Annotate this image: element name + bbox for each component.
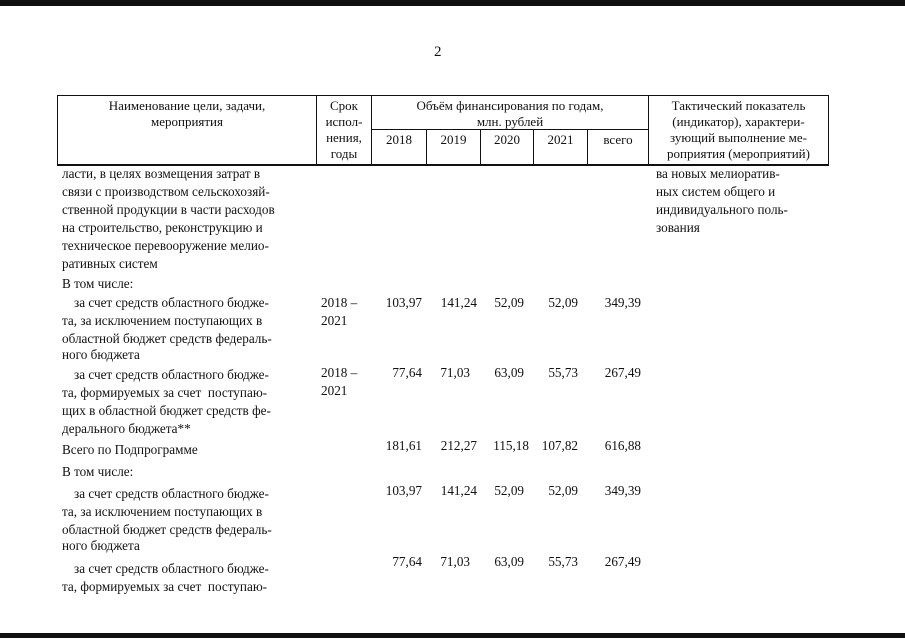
- value-2018: 103,97: [385, 483, 422, 498]
- value-2019: 71,03: [440, 365, 470, 380]
- row-label: В том числе:: [62, 464, 134, 479]
- value-2018: 181,61: [385, 438, 422, 453]
- indicator-line: индивидуального поль-: [656, 202, 788, 217]
- row-label: Всего по Подпрограмме: [62, 442, 198, 457]
- value-2021: 55,73: [548, 365, 578, 380]
- value-2019: 141,24: [440, 295, 477, 310]
- row-label: ного бюджета: [62, 538, 140, 553]
- header-indicator-line: зующий выполнение ме-: [670, 130, 807, 145]
- value-2021: 55,73: [548, 554, 578, 569]
- row-label: та, за исключением поступающих в: [62, 313, 263, 328]
- value-total: 267,49: [604, 554, 641, 569]
- value-2018: 77,64: [392, 365, 422, 380]
- value-total: 616,88: [604, 438, 641, 453]
- row-label: та, за исключением поступающих в: [62, 504, 263, 519]
- table-right-line: [828, 95, 829, 165]
- row-term: 2021: [321, 383, 348, 398]
- header-term: [317, 98, 371, 162]
- value-2020: 63,09: [494, 554, 524, 569]
- value-2019: 141,24: [440, 483, 477, 498]
- header-indicator-line: роприятия (мероприятий): [667, 146, 810, 161]
- header-indicator-line: Тактический показатель: [671, 98, 806, 113]
- intro-line: ственной продукции в части расходов: [62, 202, 275, 217]
- value-2021: 52,09: [548, 483, 578, 498]
- value-2021: 52,09: [548, 295, 578, 310]
- header-term-line: годы: [330, 146, 358, 161]
- header-year-2020: 2020: [494, 132, 520, 147]
- value-2018: 103,97: [385, 295, 422, 310]
- indicator-line: ва новых мелиоратив-: [656, 166, 780, 181]
- intro-line: на строительство, реконструкцию и: [62, 220, 263, 235]
- row-term: 2021: [321, 313, 348, 328]
- value-2019: 212,27: [440, 438, 477, 453]
- header-year-2019: 2019: [440, 132, 467, 147]
- intro-line: ласти, в целях возмещения затрат в: [62, 166, 261, 181]
- row-label: за счет средств областного бюдже-: [74, 486, 269, 501]
- value-total: 267,49: [604, 365, 641, 380]
- intro-line: ративных систем: [62, 256, 158, 271]
- row-label: ного бюджета: [62, 347, 140, 362]
- value-2020: 52,09: [494, 295, 524, 310]
- indicator-line: ных систем общего и: [656, 184, 776, 199]
- row-label: та, формируемых за счет поступаю-: [62, 385, 268, 400]
- header-name-line: мероприятия: [150, 114, 223, 129]
- bottom-border: [0, 633, 905, 638]
- indicator-line: зования: [656, 220, 700, 235]
- row-label: областной бюджет средств федераль-: [62, 331, 272, 346]
- value-2020: 63,09: [494, 365, 524, 380]
- value-2018: 77,64: [392, 554, 422, 569]
- header-term-line: испол-: [325, 114, 363, 129]
- header-name-line: Наименование цели, задачи,: [108, 98, 266, 113]
- intro-line: связи с производством сельскохозяй-: [62, 184, 270, 199]
- header-name: [60, 98, 314, 130]
- value-2019: 71,03: [440, 554, 470, 569]
- header-year-2018: 2018: [386, 132, 412, 147]
- intro-line: техническое перевооружение мелио-: [62, 238, 269, 253]
- row-label: за счет средств областного бюдже-: [74, 367, 269, 382]
- page-number: 2: [434, 44, 442, 60]
- value-total: 349,39: [604, 483, 641, 498]
- header-total: всего: [603, 132, 633, 147]
- row-label: щих в областной бюджет средств фе-: [62, 403, 271, 418]
- header-indicator-line: (индикатор), характери-: [672, 114, 805, 129]
- header-term-line: нения,: [326, 130, 362, 145]
- row-label: та, формируемых за счет поступаю-: [62, 579, 268, 594]
- table-top-line: [57, 95, 829, 96]
- table-left-line: [57, 95, 58, 165]
- row-term: 2018 –: [321, 295, 358, 310]
- header-funding: [372, 98, 648, 130]
- row-label: за счет средств областного бюдже-: [74, 295, 269, 310]
- value-2021: 107,82: [541, 438, 578, 453]
- value-total: 349,39: [604, 295, 641, 310]
- header-funding-line: Объём финансирования по годам,: [416, 98, 604, 113]
- top-border: [0, 0, 905, 6]
- row-label: за счет средств областного бюдже-: [74, 561, 269, 576]
- value-2020: 52,09: [494, 483, 524, 498]
- row-label: областной бюджет средств федераль-: [62, 522, 272, 537]
- row-label: дерального бюджета**: [62, 421, 191, 436]
- header-funding-line: млн. рублей: [476, 114, 544, 129]
- row-label: В том числе:: [62, 276, 134, 291]
- row-term: 2018 –: [321, 365, 358, 380]
- value-2020: 115,18: [493, 438, 529, 453]
- header-term-line: Срок: [330, 98, 358, 113]
- header-indicator: [649, 98, 828, 162]
- header-year-2021: 2021: [547, 132, 574, 147]
